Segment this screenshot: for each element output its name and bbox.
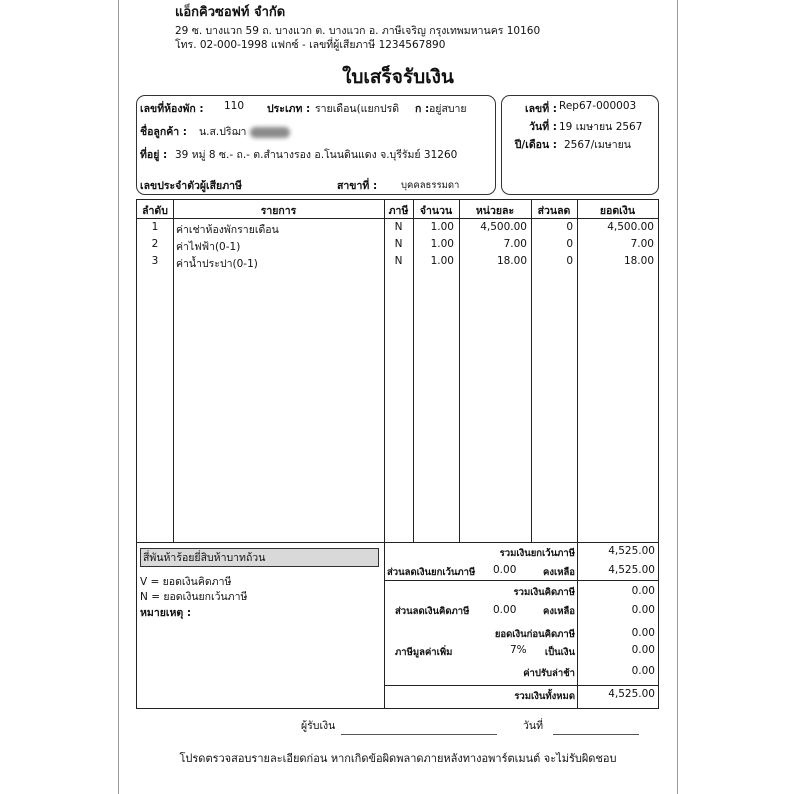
customer-name-label: ชื่อลูกค้า : (140, 126, 187, 138)
address-value: 39 หมู่ 8 ซ.- ถ.- ต.สำนางรอง อ.โนนดินแดง จ.บุรีรัมย์ 31260 (175, 149, 458, 161)
document-info-box (501, 95, 659, 195)
customer-name-value: น.ส.ปริฌา (199, 123, 290, 140)
row-desc: ค่าน้ำประปา(0-1) (176, 258, 258, 270)
doc-period-label: ปี/เดือน : (514, 139, 557, 151)
grand-total-value: 4,525.00 (608, 688, 655, 700)
type-extra-value: อยู่สบาย (429, 103, 467, 115)
receiver-signature-line (341, 734, 497, 735)
branch-value: บุคคลธรรมดา (401, 180, 460, 191)
items-table (136, 199, 659, 709)
row-no: 3 (151, 255, 159, 267)
pre-tax-value: 0.00 (631, 627, 655, 639)
row-qty: 1.00 (430, 221, 454, 233)
legend-v: V = ยอดเงินคิดภาษี (140, 576, 232, 588)
late-fee-label: ค่าปรับล่าช้า (523, 668, 575, 679)
redacted-name-blur (250, 127, 290, 138)
header-unit: หน่วยละ (475, 205, 515, 217)
room-value: 110 (224, 100, 245, 112)
row-amount: 18.00 (623, 255, 654, 267)
late-fee-value: 0.00 (631, 665, 655, 677)
vat-amount-value: 0.00 (631, 644, 655, 656)
row-tax: N (394, 221, 403, 233)
header-amount: ยอดเงิน (599, 205, 636, 217)
branch-label: สาขาที่ : (337, 180, 378, 192)
exempt-remaining-value: 4,525.00 (608, 564, 655, 576)
row-no: 2 (151, 238, 159, 250)
remark-label: หมายเหตุ : (140, 607, 192, 619)
row-tax: N (394, 238, 403, 250)
legend-n: N = ยอดเงินยกเว้นภาษี (140, 591, 248, 603)
type-value: รายเดือน(แยกปรดิ (315, 103, 400, 115)
exempt-remaining-label: คงเหลือ (542, 567, 575, 578)
header-no: ลำดับ (142, 205, 168, 217)
receipt-page (118, 0, 678, 794)
room-label: เลขที่ห้องพัก : (140, 103, 204, 115)
exempt-discount-value: 0.00 (493, 564, 517, 576)
header-qty: จำนวน (419, 205, 453, 217)
doc-no-label: เลขที่ : (525, 103, 557, 115)
doc-no-value: Rep67-000003 (559, 100, 637, 112)
vat-amount-label: เป็นเงิน (544, 647, 575, 658)
row-discount: 0 (566, 238, 573, 250)
exempt-total-label: รวมเงินยกเว้นภาษี (499, 548, 575, 559)
exempt-total-value: 4,525.00 (608, 545, 655, 557)
customer-info-box (136, 95, 496, 195)
row-qty: 1.00 (430, 255, 454, 267)
type-label: ประเภท : (267, 103, 311, 115)
row-unit: 18.00 (496, 255, 527, 267)
vat-rate: 7% (510, 644, 527, 656)
row-tax: N (394, 255, 403, 267)
taxable-discount-label: ส่วนลดเงินคิดภาษี (395, 606, 470, 617)
taxable-total-label: รวมเงินคิดภาษี (513, 587, 575, 598)
header-discount: ส่วนลด (537, 205, 571, 217)
doc-period-value: 2567/เมษายน (564, 139, 631, 151)
type-extra-label: ก : (415, 103, 430, 115)
taxable-total-value: 0.00 (631, 585, 655, 597)
vat-label: ภาษีมูลค่าเพิ่ม (395, 647, 453, 658)
exempt-discount-label: ส่วนลดเงินยกเว้นภาษี (387, 567, 476, 578)
document-title: ใบเสร็จรับเงิน (342, 66, 454, 88)
taxable-remaining-label: คงเหลือ (542, 606, 575, 617)
row-desc: ค่าเช่าห้องพักรายเดือน (176, 224, 279, 236)
row-discount: 0 (566, 221, 573, 233)
row-no: 1 (151, 221, 159, 233)
amount-in-words: สี่พันห้าร้อยยี่สิบห้าบาทถ้วน (140, 548, 379, 567)
row-amount: 7.00 (630, 238, 654, 250)
row-discount: 0 (566, 255, 573, 267)
company-address: 29 ซ. บางแวก 59 ถ. บางแวก ต. บางแวก อ. ภาษีเจริญ กรุงเทพมหานคร 10160 (175, 25, 541, 37)
row-amount: 4,500.00 (607, 221, 654, 233)
pre-tax-label: ยอดเงินก่อนคิดภาษี (494, 629, 575, 640)
header-desc: รายการ (260, 205, 297, 217)
address-label: ที่อยู่ : (140, 149, 168, 161)
receiver-label: ผู้รับเงิน (301, 720, 336, 732)
company-contact: โทร. 02-000-1998 แฟกซ์ - เลขที่ผู้เสียภาษี 1234567890 (175, 39, 446, 51)
header-tax: ภาษี (388, 205, 409, 217)
taxid-label: เลขประจำตัวผู้เสียภาษี (140, 180, 242, 192)
company-name: แอ็กคิวซอฟท์ จำกัด (175, 5, 286, 20)
doc-date-value: 19 เมษายน 2567 (559, 121, 643, 133)
doc-date-label: วันที่ : (529, 121, 557, 133)
row-desc: ค่าไฟฟ้า(0-1) (176, 241, 241, 253)
sign-date-line (553, 734, 639, 735)
row-qty: 1.00 (430, 238, 454, 250)
footer-note: โปรดตรวจสอบรายละเอียดก่อน หากเกิดข้อผิดพลาดภายหลังทางอพาร์ตเมนต์ จะไม่รับผิดชอบ (179, 752, 617, 765)
taxable-discount-value: 0.00 (493, 604, 517, 616)
grand-total-label: รวมเงินทั้งหมด (514, 691, 575, 702)
row-unit: 4,500.00 (480, 221, 527, 233)
sign-date-label: วันที่ (523, 720, 543, 732)
taxable-remaining-value: 0.00 (631, 604, 655, 616)
row-unit: 7.00 (503, 238, 527, 250)
